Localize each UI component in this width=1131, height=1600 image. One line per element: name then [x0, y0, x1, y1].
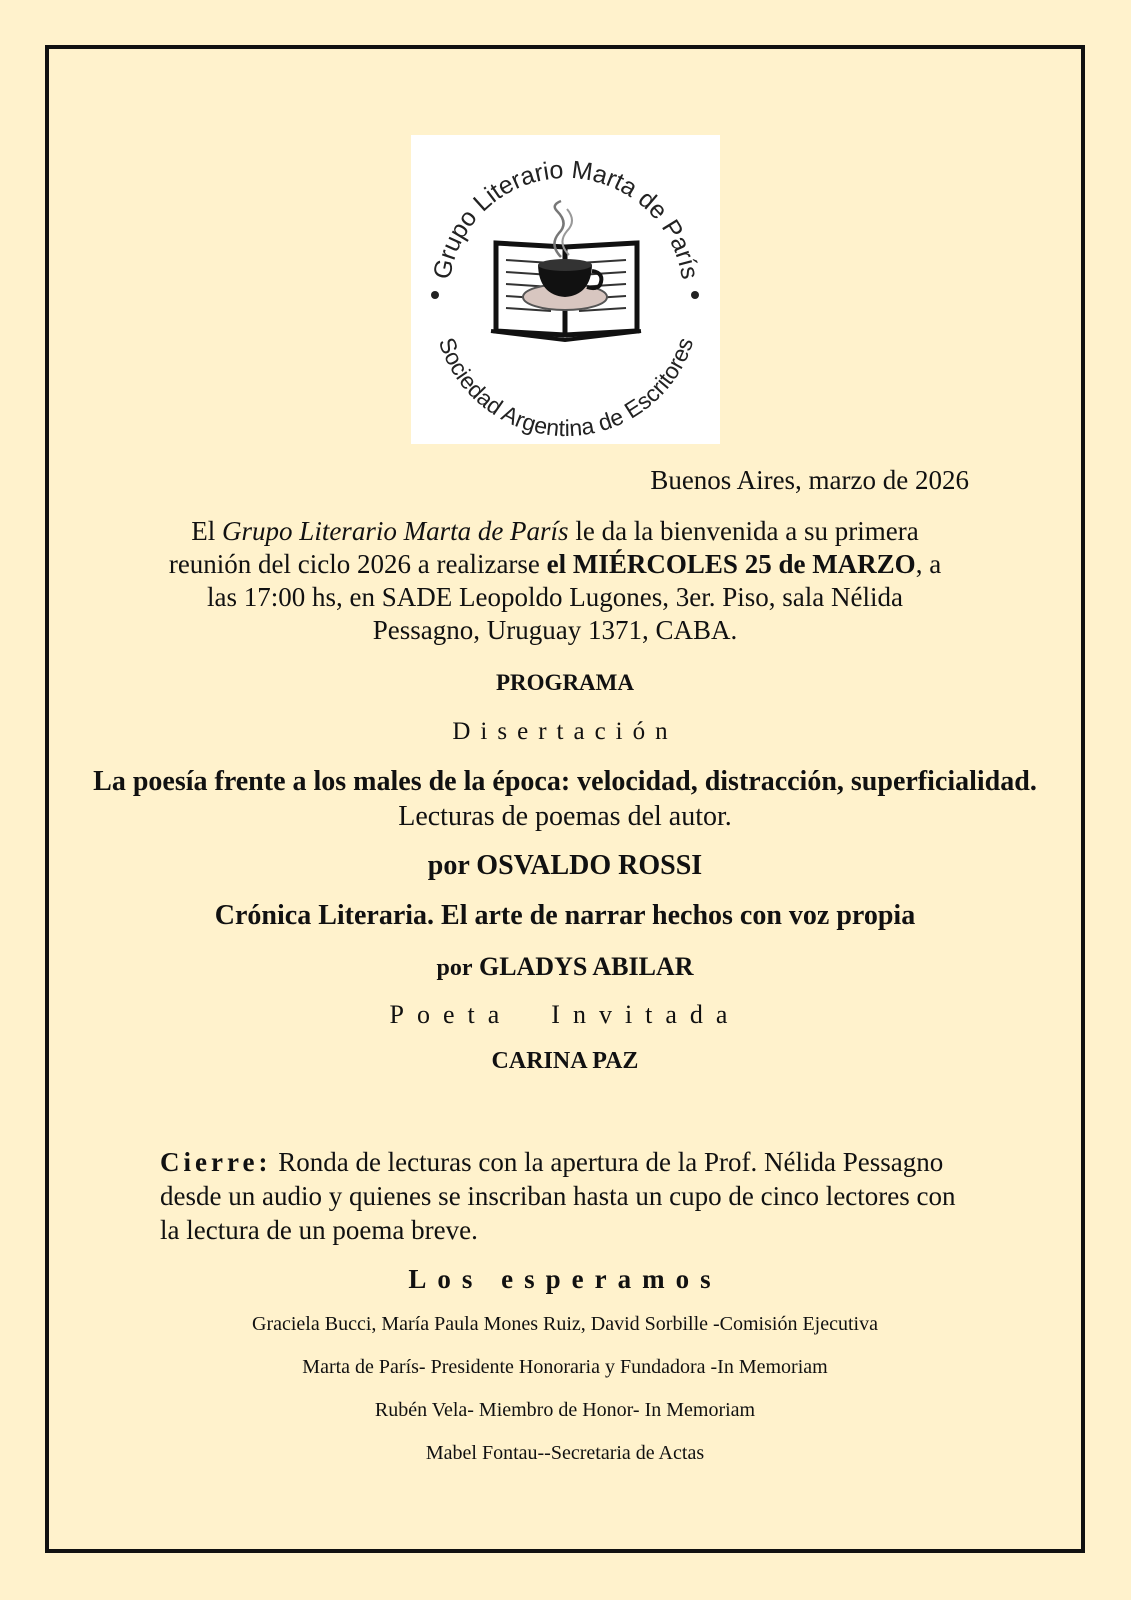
dissertation-label: Disertación [452, 718, 678, 745]
talk-title [45, 764, 1085, 834]
speaker-1: por OSVALDO ROSSI [427, 850, 703, 881]
closing-text: Ronda de lecturas con la apertura de la Prof. Nélida Pessagno desde un audio y quienes se inscriban hasta un cupo de cinco lectores con la lectura de un poema breve. [160, 1147, 956, 1245]
program-heading: PROGRAMA [496, 670, 634, 695]
talk-title-rest: Lecturas de poemas del autor. [398, 801, 732, 832]
talk-title-bold: La poesía frente a los males de la época: velocidad, distracción, superficialidad. [93, 766, 1037, 797]
date-line: Buenos Aires, marzo de 2026 [650, 465, 969, 495]
speaker-2-prefix: por [436, 955, 473, 981]
book-and-coffee-cup-icon [491, 201, 641, 340]
credit-line: Marta de París- Presidente Honoraria y Fundadora -In Memoriam [302, 1356, 828, 1378]
group-name: Grupo Literario Marta de París [222, 516, 569, 546]
credit-line: Rubén Vela- Miembro de Honor- In Memoriam [374, 1399, 756, 1421]
credit-line: Graciela Bucci, María Paula Mones Ruiz, David Sorbille -Comisión Ejecutiva [252, 1313, 878, 1335]
speaker-2 [45, 952, 1085, 982]
speaker-2-name: GLADYS ABILAR [472, 952, 694, 981]
farewell-line: Los esperamos [408, 1264, 722, 1294]
logo-top-text: Grupo Literario Marta de París [428, 155, 704, 282]
intro-text-2: le da la bienvenida a su primera reunión del ciclo 2026 a realizarse [168, 516, 919, 579]
credit-line: Mabel Fontau--Secretaria de Actas [425, 1442, 705, 1464]
intro-paragraph [160, 515, 950, 647]
closing-paragraph [160, 1145, 960, 1247]
group-logo [411, 135, 720, 444]
guest-poet-label: Poeta Invitada [389, 1000, 741, 1029]
intro-text-3: , a las 17:00 hs, en SADE Leopoldo Lugones, 3er. Piso, sala Nélida Pessagno, Uruguay 1371, CABA. [207, 549, 942, 645]
credits-list [45, 1312, 1085, 1484]
guest-poet-name: CARINA PAZ [491, 1048, 639, 1074]
closing-label: Cierre: [160, 1147, 272, 1177]
cronica-title: Crónica Literaria. El arte de narrar hechos con voz propia [214, 900, 916, 931]
intro-text-1: El [191, 516, 223, 546]
logo-bottom-text: Sociedad Argentina de Escritores [433, 334, 699, 442]
event-date: el MIÉRCOLES 25 de MARZO [546, 549, 916, 579]
